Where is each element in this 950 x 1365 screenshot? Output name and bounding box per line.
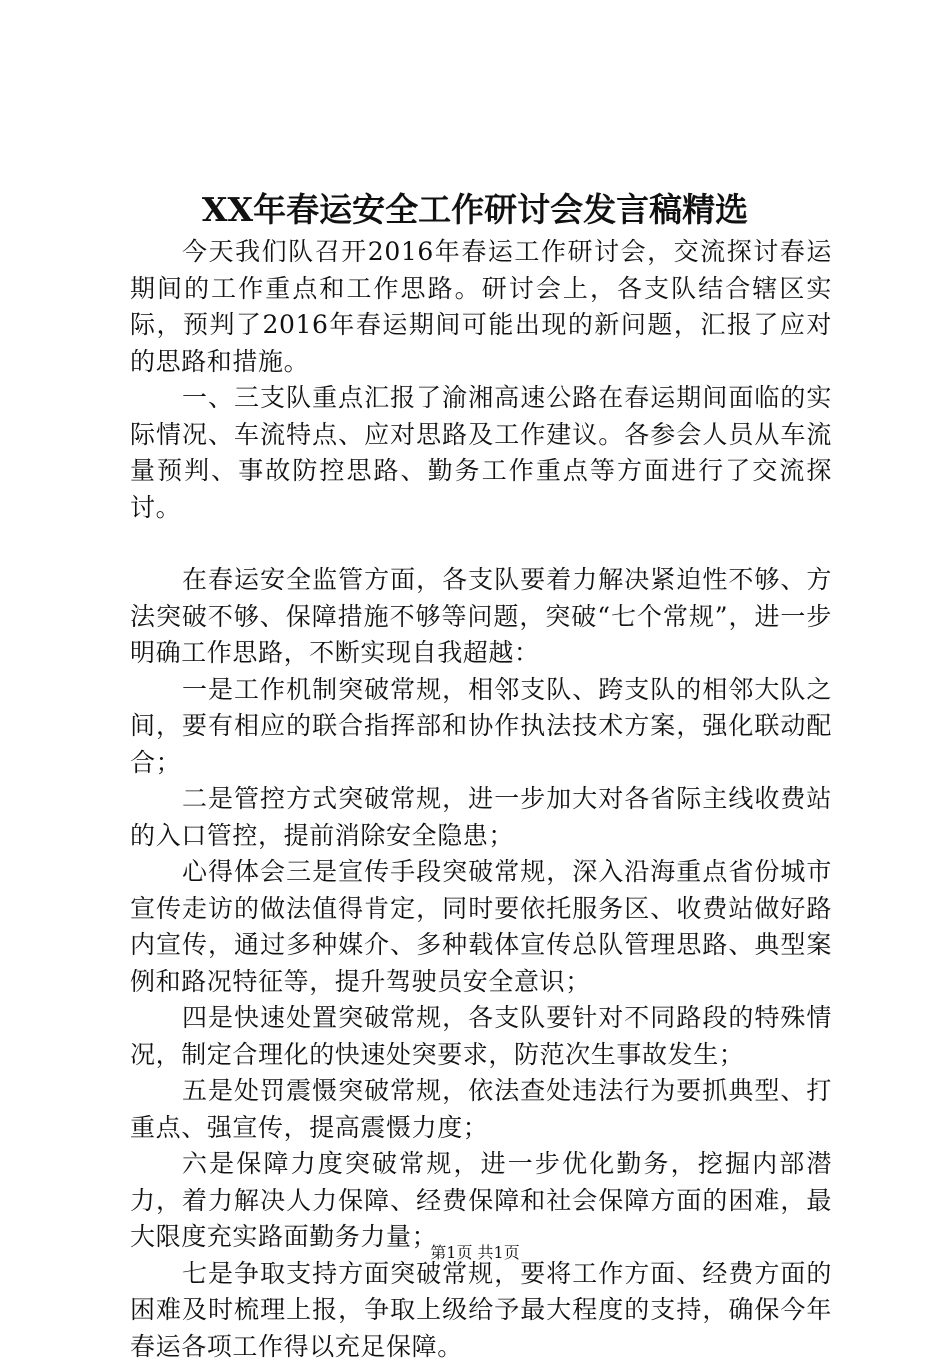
paragraph-point-1: 一是工作机制突破常规，相邻支队、跨支队的相邻大队之间，要有相应的联合指挥部和协作执法技术方案，强化联动配合； [130, 672, 832, 782]
paragraph-point-2: 二是管控方式突破常规，进一步加大对各省际主线收费站的入口管控，提前消除安全隐患； [130, 781, 832, 854]
paragraph-point-6: 六是保障力度突破常规，进一步优化勤务，挖掘内部潜力，着力解决人力保障、经费保障和社会保障方面的困难，最大限度充实路面勤务力量； [130, 1146, 832, 1256]
document-title: XX年春运安全工作研讨会发言稿精选 [0, 188, 950, 232]
paragraph-point-3: 心得体会三是宣传手段突破常规，深入沿海重点省份城市宣传走访的做法值得肯定，同时要依托服务区、收费站做好路内宣传，通过多种媒介、多种载体宣传总队管理思路、典型案例和路况特征等，提升驾驶员安全意识； [130, 854, 832, 1000]
paragraph-third-brigade: 一、三支队重点汇报了渝湘高速公路在春运期间面临的实际情况、车流特点、应对思路及工作建议。各参会人员从车流量预判、事故防控思路、勤务工作重点等方面进行了交流探讨。 [130, 380, 832, 526]
document-body [130, 234, 832, 1365]
paragraph-supervision: 在春运安全监管方面，各支队要着力解决紧迫性不够、方法突破不够、保障措施不够等问题，突破“七个常规”，进一步明确工作思路，不断实现自我超越： [130, 562, 832, 672]
paragraph-point-4: 四是快速处置突破常规，各支队要针对不同路段的特殊情况，制定合理化的快速处突要求，防范次生事故发生； [130, 1000, 832, 1073]
paragraph-point-5: 五是处罚震慑突破常规，依法查处违法行为要抓典型、打重点、强宣传，提高震慑力度； [130, 1073, 832, 1146]
paragraph-point-7: 七是争取支持方面突破常规，要将工作方面、经费方面的困难及时梳理上报，争取上级给予最大程度的支持，确保今年春运各项工作得以充足保障。 [130, 1256, 832, 1365]
page-number-footer: 第1页 共1页 [0, 1241, 950, 1265]
paragraph-intro: 今天我们队召开2016年春运工作研讨会，交流探讨春运期间的工作重点和工作思路。研讨会上，各支队结合辖区实际，预判了2016年春运期间可能出现的新问题，汇报了应对的思路和措施。 [130, 234, 832, 380]
